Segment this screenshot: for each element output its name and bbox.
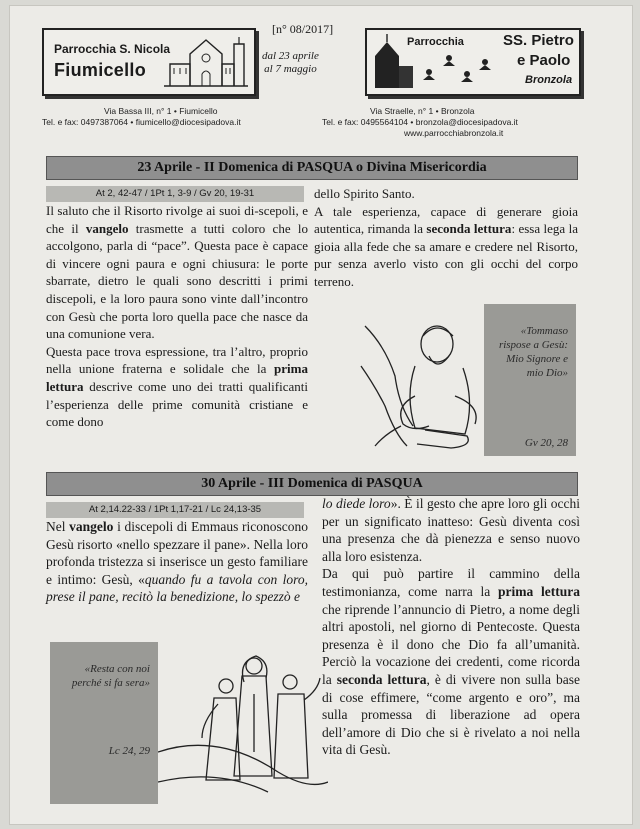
section1-left-para2: Questa pace trova espressione, tra l’altro, proprio nella unione fraterna e solidale che la prima lettura descrive come uno dei tratti qualificanti l’esperienza delle prime comunità cristiane e come dono — [46, 343, 308, 430]
section1-title: 23 Aprile - II Domenica di PASQUA o Divina Misericordia — [46, 156, 578, 180]
church-icon — [160, 34, 252, 90]
section1-quote-ref: Gv 20, 28 — [524, 437, 568, 449]
section2-title: 30 Aprile - III Domenica di PASQUA — [46, 472, 578, 496]
left-address — [42, 106, 241, 128]
right-address — [322, 106, 518, 139]
section2-right-para1: lo diede loro». È il gesto che apre loro gli occhi per un significato inatteso: Gesù diventa così una presenza che dà pienezza e senso nuovo alla loro esistenza. — [322, 496, 580, 564]
section2-refs: At 2,14.22-33 / 1Pt 1,17-21 / Lc 24,13-35 — [46, 502, 304, 518]
left-address-line2: Tel. e fax: 0497387064 • fiumicello@diocesipadova.it — [42, 117, 241, 127]
right-parish-name-2: e Paolo — [517, 52, 571, 69]
section2-left-para: Nel vangelo i discepoli di Emmaus riconoscono Gesù risorto «nello spezzare il pane». Nella loro profonda tristezza si inserisce un gesto familiare e intimo: Gesù, «quando fu a tavola con loro, prese il pane, recitò la benedizione, lo spezzò e — [46, 519, 309, 605]
right-address-line1: Via Straelle, n° 1 • Bronzola — [370, 106, 475, 116]
left-parish-name: Fiumicello — [54, 60, 147, 80]
section2-quote-ref: Lc 24, 29 — [108, 745, 150, 757]
section1-quote: «Tommaso rispose a Gesù: Mio Signore e mio Dio» — [498, 325, 568, 379]
left-address-line1: Via Bassa III, n° 1 • Fiumicello — [104, 106, 218, 116]
section1-left-para1: Il saluto che il Risorto rivolge ai suoi di-scepoli, e che il vangelo trasmette a tutti coloro che lo accolgono, parla di “pace”. Questa pace è capace di vincere ogni paura e ogni chiusura: le porte sbarrate, dietro le quali sono descritti i primi discepoli, e la loro paura sono vinte dall’incontro con Gesù che porta loro quella pace che nasce da una comunione vera. — [46, 203, 308, 342]
right-parish-place: Bronzola — [525, 74, 573, 86]
bulletin-page — [10, 6, 632, 824]
parish-logo-fiumicello — [42, 28, 256, 96]
section1-right-column — [314, 185, 578, 291]
section1-left-column — [46, 202, 308, 431]
jesus-thomas-illustration — [355, 306, 495, 456]
section1-right-para: A tale esperienza, capace di generare gioia autentica, rimanda la seconda lettura: essa lega la gioia alla fede che sa amare e credere nel Risorto, pur senza averlo visto con gli occhi del corpo terreno. — [314, 203, 579, 289]
section1-quote-box — [484, 304, 576, 456]
section2-right-para2: Da qui può partire il cammino della testimonianza, come narra la prima lettura che riprende l’annuncio di Pietro, a nome degli altri apostoli, nel giorno di Pentecoste. Questa presenza è il dono che Dio fa all’umanità. Perciò la vocazione dei credenti, come ricorda la seconda lettura, è di vivere non sulla base di cose effimere, “come argento e oro”, ma sulla promessa di liberazione ad opera dell’amore di Dio che si è rivelato a noi nella vita di Gesù. — [322, 566, 580, 758]
section1-refs: At 2, 42-47 / 1Pt 1, 3-9 / Gv 20, 19-31 — [46, 186, 304, 202]
section2-quote: «Resta con noi perché si fa sera» — [71, 663, 150, 689]
right-address-line2: Tel. e fax: 0495564104 • bronzola@diocesipadova.it — [322, 117, 518, 127]
date-range-start: dal 23 aprile — [262, 50, 319, 62]
right-address-line3: www.parrocchiabronzola.it — [404, 128, 504, 138]
section2-right-column — [322, 495, 580, 759]
right-parish-name-1: SS. Pietro — [503, 32, 574, 49]
section2-quote-box — [50, 642, 158, 804]
parish-logo-bronzola — [365, 28, 581, 96]
section1-right-line1: dello Spirito Santo. — [314, 186, 415, 201]
left-parish-line: Parrocchia S. Nicola — [54, 42, 171, 56]
section2-left-column — [46, 518, 308, 606]
issue-number: [n° 08/2017] — [272, 22, 334, 36]
date-range-end: al 7 maggio — [264, 63, 317, 75]
emmaus-disciples-illustration — [158, 642, 328, 804]
right-parish-line: Parrocchia — [407, 36, 464, 48]
date-range — [262, 50, 319, 76]
